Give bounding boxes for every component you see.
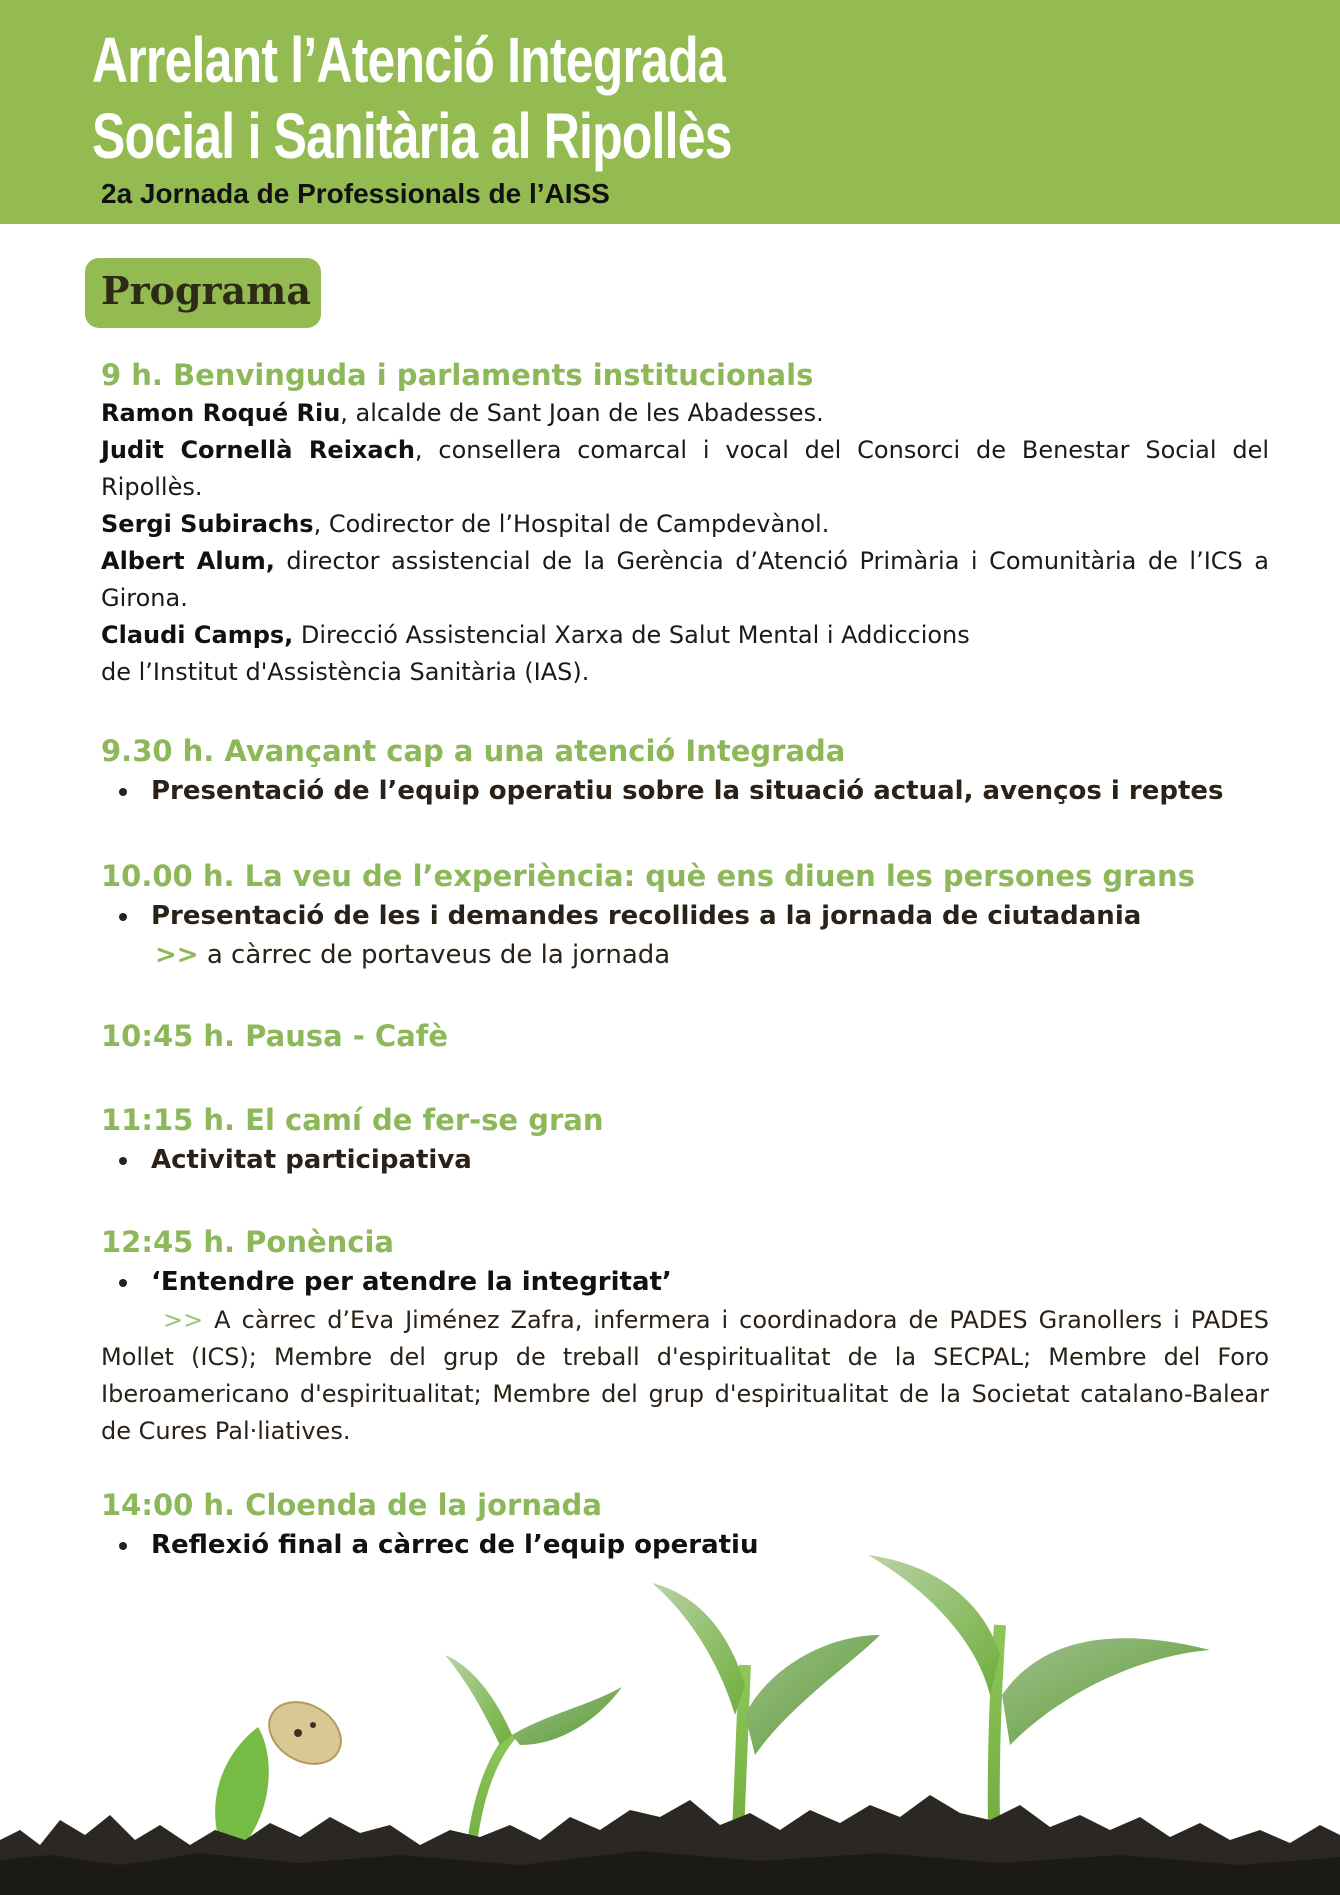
program-content [101, 355, 1269, 1565]
event-title [92, 22, 732, 174]
bullet-item: Presentació de les i demandes recollides a la jornada de ciutadania [101, 896, 1269, 936]
section-heading: 10:45 h. Pausa - Cafè [101, 1019, 449, 1053]
speaker-role: Direcció Assistencial Xarxa de Salut Mental i Addiccions [293, 621, 970, 649]
bullet-item: Activitat participativa [101, 1140, 1269, 1180]
speaker-role: director assistencial de la Gerència d’Atenció Primària i Comunitària de l’ICS a Girona. [101, 547, 1269, 612]
speaker-bio [101, 1302, 1269, 1450]
speaker-name: Ramon Roqué Riu [101, 399, 341, 427]
section-break [101, 1016, 1269, 1056]
section-heading: 9.30 h. Avançant cap a una atenció Integrada [101, 734, 846, 768]
bullet-item: ‘Entendre per atendre la integritat’ [101, 1262, 1269, 1302]
speaker-line [101, 506, 1269, 543]
sprouts-illustration [0, 1555, 1340, 1895]
section-heading: 14:00 h. Cloenda de la jornada [101, 1488, 602, 1522]
bullet-item: Reflexió final a càrrec de l’equip operatiu [101, 1525, 1269, 1565]
title-line-2: Social i Sanitària al Ripollès [92, 100, 732, 172]
title-line-1: Arrelant l’Atenció Integrada [92, 24, 725, 96]
speaker-name: Claudi Camps, [101, 621, 294, 649]
speaker-bio-text: A càrrec d’Eva Jiménez Zafra, infermera i coordinadora de PADES Granollers i PADES Mollet (ICS); Membre del grup de treball d'espiritualitat de la SECPAL; Membre del Foro Iberoamericano d'espiritualitat; Membre del grup d'espiritualitat de la Societat catalano-Balear de Cures Pal·liatives. [101, 1306, 1269, 1445]
section-integrated-care [101, 731, 1269, 811]
section-aging-path [101, 1100, 1269, 1180]
sub-note-text: a càrrec de portaveus de la jornada [198, 940, 671, 970]
programa-badge [85, 258, 321, 328]
section-heading: 11:15 h. El camí de fer-se gran [101, 1103, 604, 1137]
section-heading: 12:45 h. Ponència [101, 1225, 395, 1259]
header-banner [0, 0, 1340, 224]
section-welcome [101, 355, 1269, 691]
speaker-line [101, 543, 1269, 617]
speaker-role: , Codirector de l’Hospital de Campdevànol. [313, 510, 830, 538]
section-lecture [101, 1222, 1269, 1450]
section-heading: 9 h. Benvinguda i parlaments institucionals [101, 358, 814, 392]
section-heading: 10.00 h. La veu de l’experiència: què ens diuen les persones grans [101, 859, 1195, 893]
sub-note [101, 936, 1269, 974]
arrows-icon: >> [155, 940, 199, 970]
speaker-line [101, 432, 1269, 506]
speaker-role: , alcalde de Sant Joan de les Abadesses. [340, 399, 824, 427]
speaker-name: Albert Alum, [101, 547, 275, 575]
speaker-role: , consellera comarcal i vocal del Consorci de Benestar Social del Ripollès. [101, 436, 1270, 501]
speaker-line [101, 617, 1269, 691]
section-experience [101, 856, 1269, 974]
bullet-item: Presentació de l’equip operatiu sobre la situació actual, avenços i reptes [101, 771, 1269, 811]
arrows-icon: >> [163, 1306, 204, 1334]
speaker-line [101, 395, 1269, 432]
programa-label: Programa [101, 268, 311, 313]
event-subtitle: 2a Jornada de Professionals de l’AISS [101, 178, 610, 209]
speaker-name: Judit Cornellà Reixach [101, 436, 415, 464]
speaker-name: Sergi Subirachs [101, 510, 314, 538]
section-closing [101, 1485, 1269, 1565]
speaker-role-continued: de l’Institut d'Assistència Sanitària (IAS). [101, 658, 590, 686]
